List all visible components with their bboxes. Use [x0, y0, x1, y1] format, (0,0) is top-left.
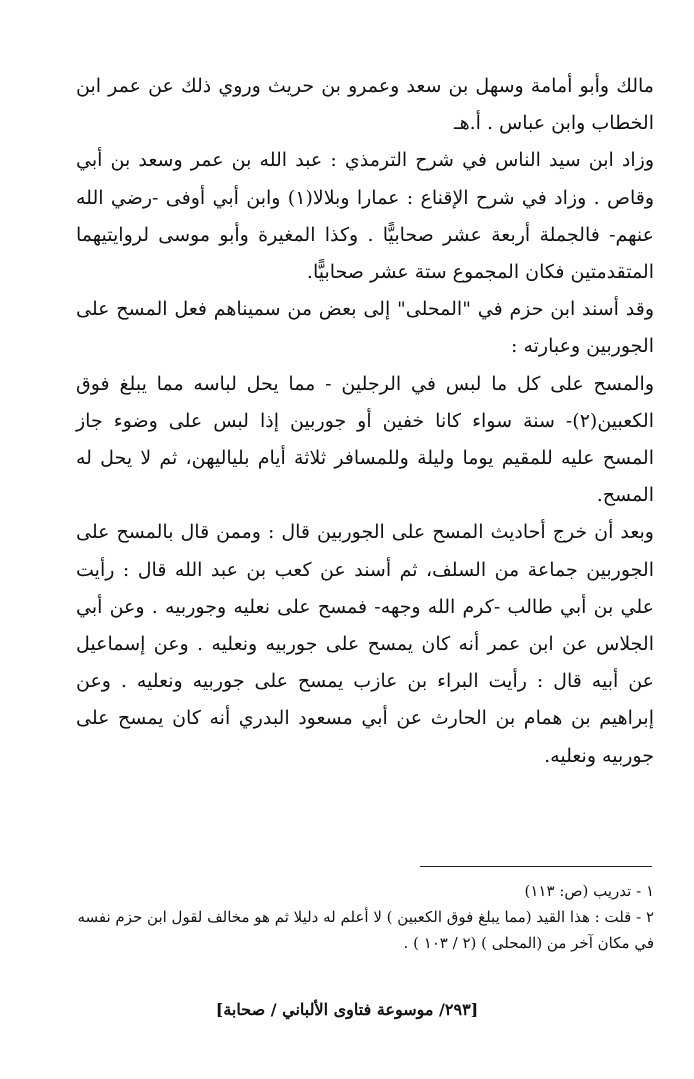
- footnote-2: ٢ - قلت : هذا القيد (مما يبلغ فوق الكعبين ) لا أعلم له دليلا ثم هو مخالف لقول ابن حزم نفسه في مكان آخر من (المحلى ) (٢ / ١٠٣ ) .: [77, 908, 654, 952]
- paragraph-2: وزاد ابن سيد الناس في شرح الترمذي : عبد الله بن عمر وسعد بن أبي وقاص . وزاد في شرح الإقناع : عمارا وبلالا(١) وابن أبي أوفى -رضي الله عنهم- فالجملة أربعة عشر صحابيًّا . وكذا المغيرة وأبو موسى لروايتيهما المتقدمتين فكان المجموع ستة عشر صحابيًّا.: [76, 149, 655, 284]
- paragraph-4: والمسح على كل ما لبس في الرجلين - مما يحل لباسه مما يبلغ فوق الكعبين(٢)- سنة سواء كانا خفين أو جوربين إذا لبس على وضوء جاز المسح عليه للمقيم يوما وليلة وللمسافر ثلاثة أيام بلياليهن، ثم لا يحل له المسح.: [76, 372, 654, 507]
- main-text: [76, 68, 654, 775]
- paragraph-1: مالك وأبو أمامة وسهل بن سعد وعمرو بن حريث وروي ذلك عن عمر ابن الخطاب وابن عباس . أ.هـ: [76, 75, 654, 135]
- page-footer: [٢٩٣/ موسوعة فتاوى الألباني / صحابة]: [215, 1000, 479, 1019]
- paragraph-3: وقد أسند ابن حزم في "المحلى" إلى بعض من سميناهم فعل المسح على الجوربين وعبارته :: [76, 298, 654, 358]
- footnote-1: ١ - تدريب (ص: ١١٣): [524, 882, 654, 900]
- footnotes: [76, 878, 654, 956]
- footnote-divider: [420, 866, 652, 867]
- paragraph-5: وبعد أن خرج أحاديث المسح على الجوربين قال : وممن قال بالمسح على الجوربين جماعة من السلف، ثم أسند عن كعب بن عبد الله قال : رأيت علي بن أبي طالب -كرم الله وجهه- فمسح على نعليه وجوربيه . وعن أبي الجلاس عن ابن عمر أنه كان يمسح على جوربيه ونعليه . وعن إسماعيل عن أبيه قال : رأيت البراء بن عازب يمسح على جوربيه ونعليه . وعن إبراهيم بن همام بن الحارث عن أبي مسعود البدري أنه كان يمسح على جوربيه ونعليه.: [76, 521, 654, 767]
